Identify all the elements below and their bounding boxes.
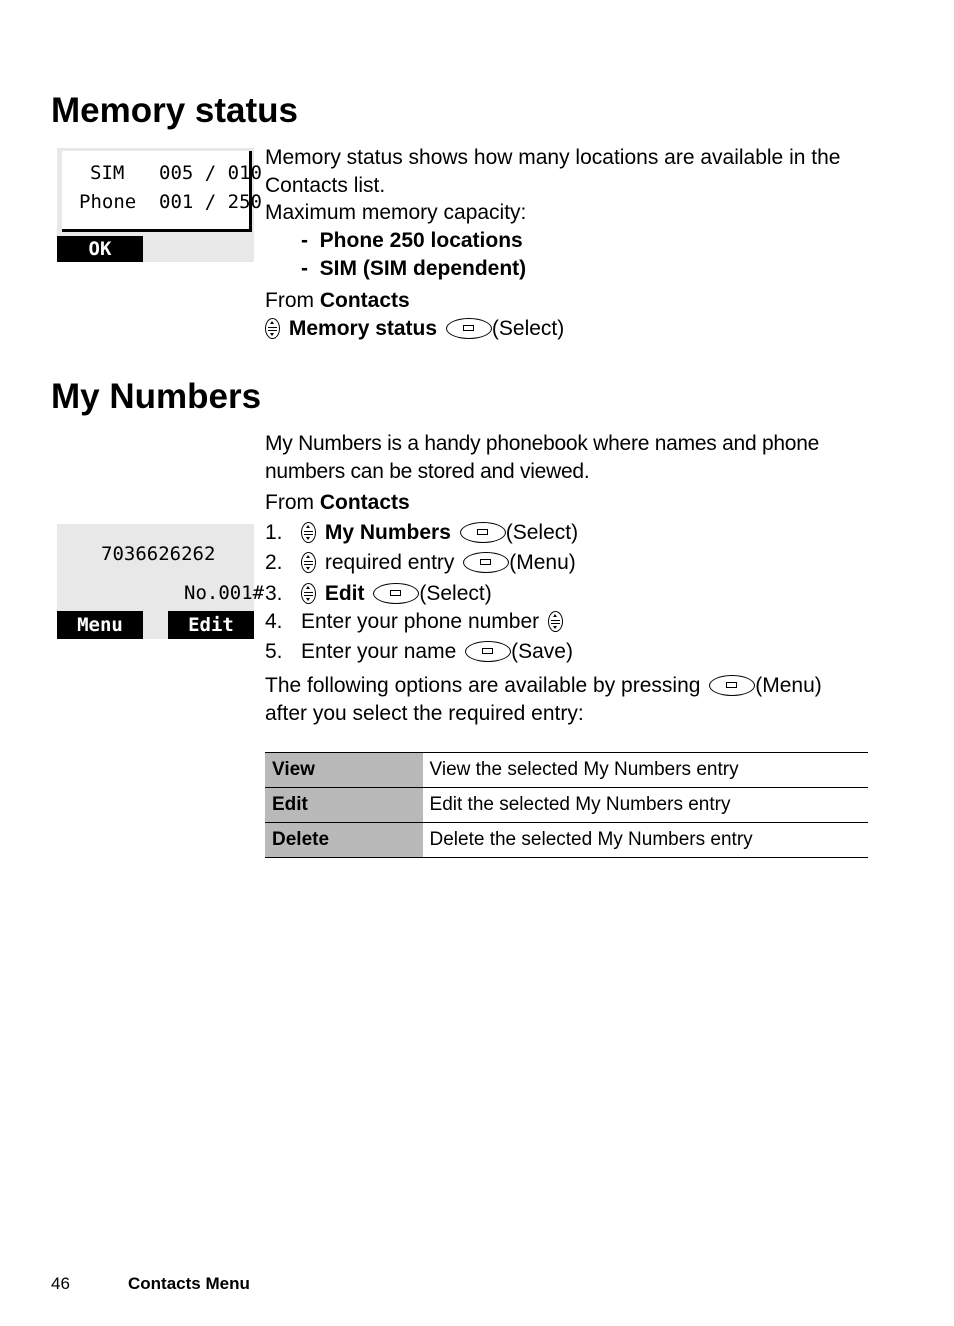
capacity-label: Maximum memory capacity: [265,201,527,224]
step-label: Memory status [288,317,438,340]
softkey-ok: OK [57,236,143,262]
screen-number: 7036626262 [101,543,216,565]
memory-status-screen [57,148,262,262]
my-numbers-screen [57,524,265,639]
screen-phone-value: 001 / 250 [159,191,262,213]
from-contacts: Contacts [319,289,410,312]
softkey-icon [709,675,755,696]
softkey-icon [446,318,492,339]
option-name: Delete [265,823,423,858]
navigation-key-icon [265,318,280,339]
my-numbers-heading: My Numbers [51,377,262,416]
table-row [265,823,868,858]
step-1: 1. My Numbers (Select) [265,521,579,544]
table-row [265,753,868,788]
screen-sim-label: SIM [90,162,125,184]
navigation-key-icon [548,611,563,632]
softkey-edit: Edit [168,611,254,639]
memory-status-heading: Memory status [51,91,299,130]
softkey-icon [373,583,419,604]
softkey-icon [465,641,511,662]
memory-status-description: Memory status shows how many locations are available in the Contacts list. [265,146,841,197]
softkey-icon [460,522,506,543]
from-contacts: Contacts [319,491,410,514]
memory-status-from: From Contacts [265,289,410,312]
memory-status-step [265,317,564,341]
capacity-item-phone: - Phone 250 locations [301,229,523,252]
screen-sim-value: 005 / 010 [159,162,262,184]
screen-index: No.001# [184,582,265,604]
option-description: Delete the selected My Numbers entry [423,823,868,858]
option-description: Edit the selected My Numbers entry [423,788,868,823]
options-table [265,752,868,858]
capacity-item-sim: - SIM (SIM dependent) [301,257,527,280]
softkey-menu: Menu [57,611,143,639]
options-intro-line1: The following options are available by pressing (Menu) [265,674,822,697]
page-number: 46 [51,1274,70,1293]
screen-phone-label: Phone [79,191,137,213]
navigation-key-icon [301,522,316,543]
option-name: Edit [265,788,423,823]
step-action: (Select) [491,317,565,340]
table-row [265,788,868,823]
my-numbers-description: My Numbers is a handy phonebook where names and phone numbers can be stored and viewed. [265,432,820,483]
options-intro-line2: after you select the required entry: [265,702,584,725]
my-numbers-from: From Contacts [265,491,410,514]
step-5: 5. Enter your name (Save) [265,640,573,663]
step-3: 3. Edit (Select) [265,582,492,605]
navigation-key-icon [301,552,316,573]
footer-section-title: Contacts Menu [128,1274,250,1293]
step-4: 4. Enter your phone number [265,610,566,634]
softkey-icon [463,552,509,573]
navigation-key-icon [301,583,316,604]
option-name: View [265,753,423,788]
option-description: View the selected My Numbers entry [423,753,868,788]
step-2: 2. required entry (Menu) [265,551,576,574]
